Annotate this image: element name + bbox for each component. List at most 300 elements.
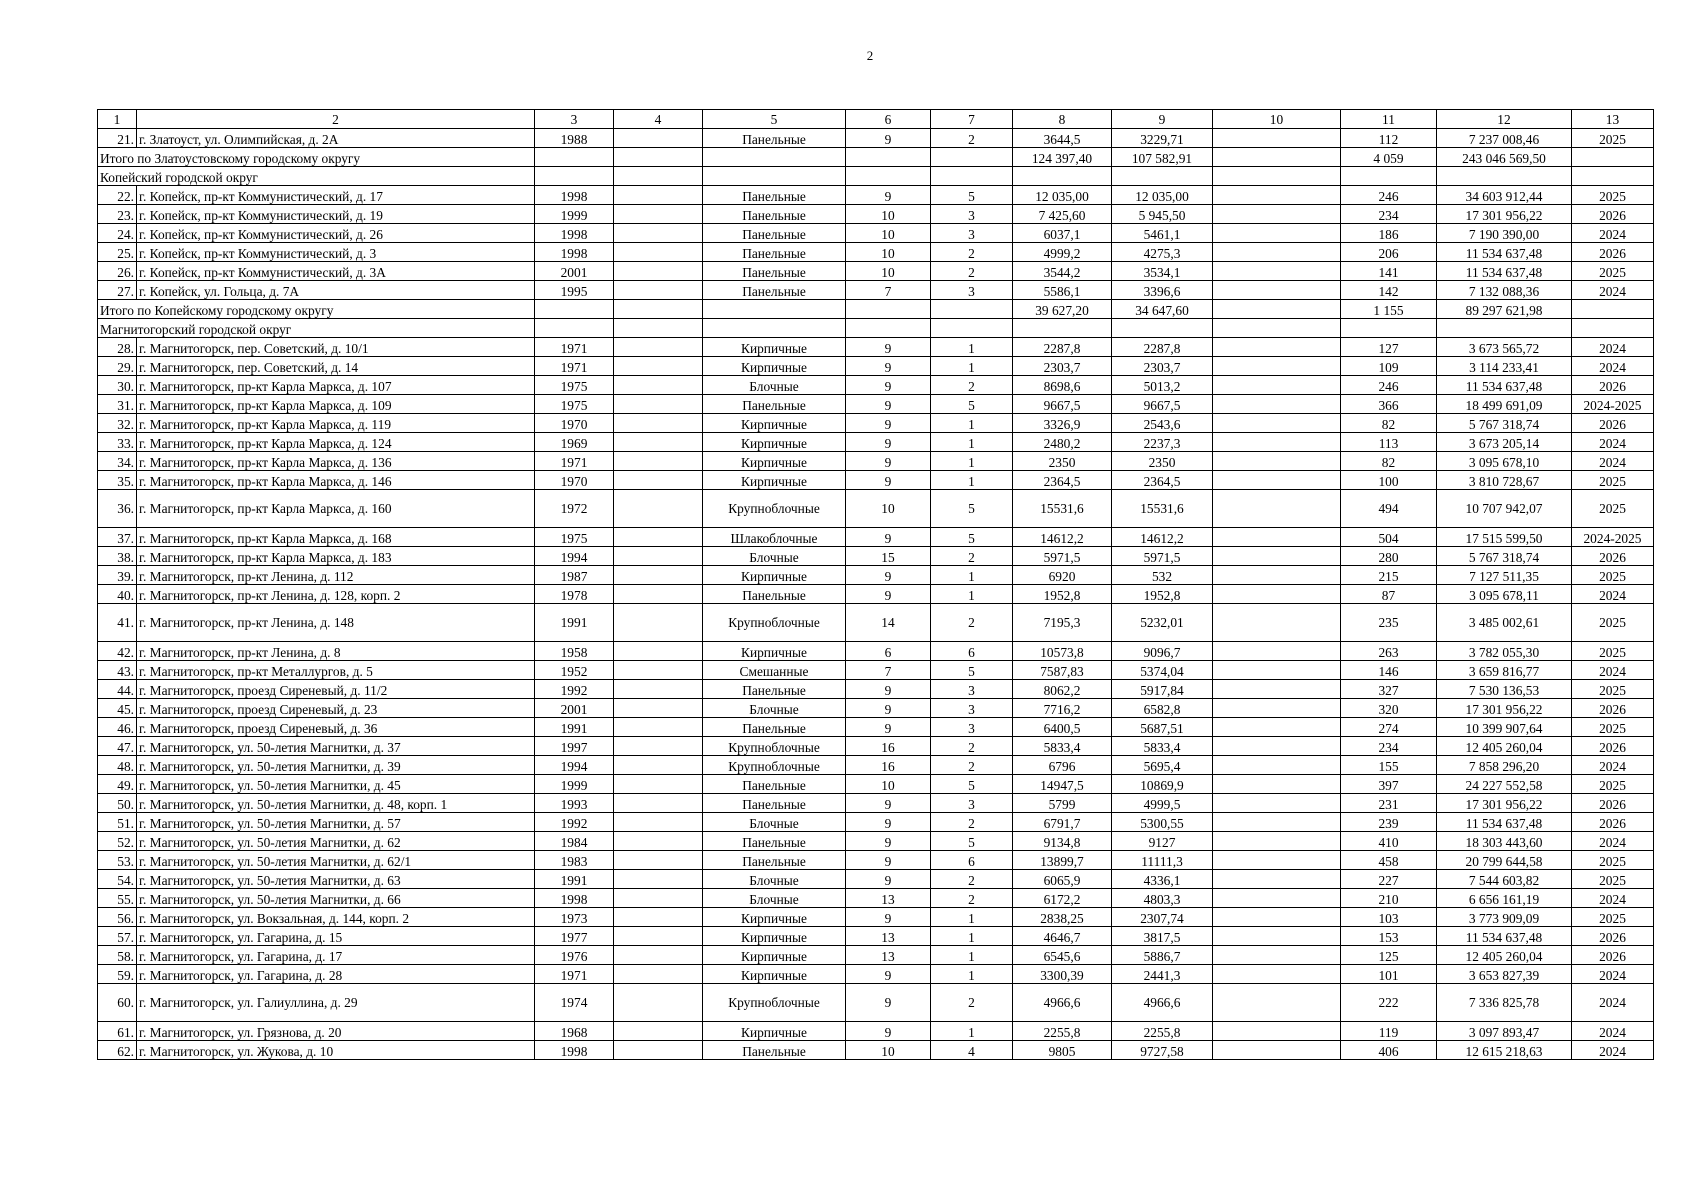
section-empty-cell: [1437, 167, 1572, 186]
repair-period-cell: 2025: [1572, 870, 1654, 889]
column-10-cell: [1213, 414, 1341, 433]
year-cell: 1997: [535, 737, 614, 756]
repair-period-cell: 2024-2025: [1572, 528, 1654, 547]
column-4-cell: [614, 395, 703, 414]
floors-cell: 7: [846, 661, 931, 680]
row-number-cell: 41.: [98, 604, 137, 642]
floors-cell: 9: [846, 338, 931, 357]
entrances-cell: 1: [931, 585, 1013, 604]
year-cell: 1987: [535, 566, 614, 585]
cost-cell: 7 127 511,35: [1437, 566, 1572, 585]
total-area-cell: 2838,25: [1013, 908, 1112, 927]
column-10-cell: [1213, 661, 1341, 680]
repair-period-cell: 2025: [1572, 129, 1654, 148]
residents-cell: 206: [1341, 243, 1437, 262]
column-number-header: 12: [1437, 110, 1572, 129]
cost-cell: 17 301 956,22: [1437, 794, 1572, 813]
total-empty-cell: [846, 148, 931, 167]
year-cell: 1983: [535, 851, 614, 870]
wall-material-cell: Смешанные: [703, 661, 846, 680]
cost-cell: 11 534 637,48: [1437, 376, 1572, 395]
row-number-cell: 35.: [98, 471, 137, 490]
residents-cell: 239: [1341, 813, 1437, 832]
row-number-cell: 46.: [98, 718, 137, 737]
address-cell: г. Магнитогорск, ул. 50-летия Магнитки, д. 39: [137, 756, 535, 775]
entrances-cell: 5: [931, 490, 1013, 528]
total-label: Итого по Златоустовскому городскому округу: [98, 148, 535, 167]
floors-cell: 9: [846, 414, 931, 433]
year-cell: 1991: [535, 718, 614, 737]
entrances-cell: 1: [931, 433, 1013, 452]
column-4-cell: [614, 965, 703, 984]
year-cell: 1971: [535, 965, 614, 984]
column-10-cell: [1213, 680, 1341, 699]
address-cell: г. Златоуст, ул. Олимпийская, д. 2А: [137, 129, 535, 148]
total-area-cell: 15531,6: [1013, 490, 1112, 528]
year-cell: 1993: [535, 794, 614, 813]
address-cell: г. Магнитогорск, ул. 50-летия Магнитки, д. 57: [137, 813, 535, 832]
entrances-cell: 3: [931, 794, 1013, 813]
floors-cell: 10: [846, 1041, 931, 1060]
column-4-cell: [614, 376, 703, 395]
column-10-cell: [1213, 946, 1341, 965]
repair-period-cell: 2026: [1572, 205, 1654, 224]
cost-cell: 17 515 599,50: [1437, 528, 1572, 547]
section-empty-cell: [1013, 167, 1112, 186]
section-empty-cell: [703, 167, 846, 186]
row-number-cell: 44.: [98, 680, 137, 699]
wall-material-cell: Кирпичные: [703, 946, 846, 965]
column-10-cell: [1213, 129, 1341, 148]
row-number-cell: 26.: [98, 262, 137, 281]
living-area-cell: 5461,1: [1112, 224, 1213, 243]
address-cell: г. Магнитогорск, пр-кт Карла Маркса, д. 107: [137, 376, 535, 395]
entrances-cell: 3: [931, 699, 1013, 718]
total-area-cell: 7195,3: [1013, 604, 1112, 642]
section-empty-cell: [1572, 167, 1654, 186]
column-10-cell: [1213, 585, 1341, 604]
table-row: [98, 889, 1654, 908]
residents-cell: 127: [1341, 338, 1437, 357]
column-4-cell: [614, 357, 703, 376]
column-4-cell: [614, 1041, 703, 1060]
section-empty-cell: [1112, 319, 1213, 338]
repair-period-cell: 2024: [1572, 433, 1654, 452]
living-area-cell: 5 945,50: [1112, 205, 1213, 224]
year-cell: 1976: [535, 946, 614, 965]
row-number-cell: 62.: [98, 1041, 137, 1060]
column-4-cell: [614, 566, 703, 585]
table-row: [98, 490, 1654, 528]
living-area-cell: 5695,4: [1112, 756, 1213, 775]
address-cell: г. Магнитогорск, пр-кт Карла Маркса, д. 136: [137, 452, 535, 471]
floors-cell: 9: [846, 832, 931, 851]
column-number-header: 7: [931, 110, 1013, 129]
row-number-cell: 42.: [98, 642, 137, 661]
residents-cell: 142: [1341, 281, 1437, 300]
wall-material-cell: Панельные: [703, 832, 846, 851]
wall-material-cell: Кирпичные: [703, 965, 846, 984]
total-area-cell: 2480,2: [1013, 433, 1112, 452]
year-cell: 2001: [535, 262, 614, 281]
column-10-cell: [1213, 566, 1341, 585]
cost-cell: 11 534 637,48: [1437, 813, 1572, 832]
column-number-header: 6: [846, 110, 931, 129]
floors-cell: 9: [846, 965, 931, 984]
column-4-cell: [614, 680, 703, 699]
table-row: [98, 965, 1654, 984]
row-number-cell: 54.: [98, 870, 137, 889]
section-empty-cell: [614, 319, 703, 338]
column-4-cell: [614, 946, 703, 965]
wall-material-cell: Панельные: [703, 224, 846, 243]
residents-cell: 100: [1341, 471, 1437, 490]
living-area-cell: 6582,8: [1112, 699, 1213, 718]
floors-cell: 9: [846, 794, 931, 813]
total-area-cell: 3544,2: [1013, 262, 1112, 281]
table-row: [98, 338, 1654, 357]
column-10-cell: [1213, 452, 1341, 471]
entrances-cell: 2: [931, 889, 1013, 908]
living-area-cell: 532: [1112, 566, 1213, 585]
row-number-cell: 49.: [98, 775, 137, 794]
column-10-cell: [1213, 870, 1341, 889]
floors-cell: 9: [846, 870, 931, 889]
repair-period-cell: 2024: [1572, 281, 1654, 300]
cost-cell: 18 499 691,09: [1437, 395, 1572, 414]
year-cell: 1971: [535, 452, 614, 471]
repair-period-cell: 2024: [1572, 965, 1654, 984]
cost-cell: 3 114 233,41: [1437, 357, 1572, 376]
cost-cell: 34 603 912,44: [1437, 186, 1572, 205]
total-area-cell: 4999,2: [1013, 243, 1112, 262]
floors-cell: 9: [846, 395, 931, 414]
floors-cell: 13: [846, 889, 931, 908]
column-4-cell: [614, 889, 703, 908]
repair-period-cell: 2026: [1572, 946, 1654, 965]
year-cell: 1998: [535, 243, 614, 262]
residents-cell: 494: [1341, 490, 1437, 528]
entrances-cell: 3: [931, 224, 1013, 243]
repair-period-cell: 2024: [1572, 452, 1654, 471]
year-cell: 1978: [535, 585, 614, 604]
address-cell: г. Копейск, пр-кт Коммунистический, д. 3: [137, 243, 535, 262]
row-number-cell: 30.: [98, 376, 137, 395]
column-10-cell: [1213, 262, 1341, 281]
wall-material-cell: Панельные: [703, 262, 846, 281]
total-area-cell: 6796: [1013, 756, 1112, 775]
table-row: [98, 528, 1654, 547]
entrances-cell: 5: [931, 395, 1013, 414]
repair-period-cell: 2024-2025: [1572, 395, 1654, 414]
address-cell: г. Копейск, пр-кт Коммунистический, д. 17: [137, 186, 535, 205]
row-number-cell: 52.: [98, 832, 137, 851]
wall-material-cell: Панельные: [703, 395, 846, 414]
year-cell: 1975: [535, 395, 614, 414]
living-area-cell: 12 035,00: [1112, 186, 1213, 205]
table-row: [98, 718, 1654, 737]
column-10-cell: [1213, 186, 1341, 205]
wall-material-cell: Панельные: [703, 129, 846, 148]
table-row: [98, 908, 1654, 927]
living-area-cell: 9667,5: [1112, 395, 1213, 414]
column-4-cell: [614, 205, 703, 224]
year-cell: 1998: [535, 186, 614, 205]
cost-sum: 243 046 569,50: [1437, 148, 1572, 167]
repair-period-cell: 2026: [1572, 414, 1654, 433]
total-empty-cell: [535, 300, 614, 319]
living-area-cell: 4275,3: [1112, 243, 1213, 262]
floors-cell: 14: [846, 604, 931, 642]
total-area-cell: 3300,39: [1013, 965, 1112, 984]
address-cell: г. Магнитогорск, пр-кт Ленина, д. 148: [137, 604, 535, 642]
floors-cell: 10: [846, 262, 931, 281]
cost-cell: 7 336 825,78: [1437, 984, 1572, 1022]
entrances-cell: 3: [931, 281, 1013, 300]
entrances-cell: 1: [931, 452, 1013, 471]
wall-material-cell: Панельные: [703, 718, 846, 737]
repair-period-cell: 2025: [1572, 775, 1654, 794]
column-4-cell: [614, 281, 703, 300]
cost-cell: 12 405 260,04: [1437, 737, 1572, 756]
row-number-cell: 59.: [98, 965, 137, 984]
cost-cell: 7 858 296,20: [1437, 756, 1572, 775]
entrances-cell: 2: [931, 243, 1013, 262]
row-number-cell: 28.: [98, 338, 137, 357]
year-cell: 1974: [535, 984, 614, 1022]
column-4-cell: [614, 452, 703, 471]
total-empty-cell: [1213, 148, 1341, 167]
repair-period-cell: 2025: [1572, 851, 1654, 870]
cost-cell: 5 767 318,74: [1437, 414, 1572, 433]
cost-cell: 3 773 909,09: [1437, 908, 1572, 927]
column-4-cell: [614, 129, 703, 148]
year-cell: 1998: [535, 224, 614, 243]
year-cell: 1975: [535, 376, 614, 395]
column-4-cell: [614, 433, 703, 452]
column-4-cell: [614, 585, 703, 604]
year-cell: 1958: [535, 642, 614, 661]
column-10-cell: [1213, 832, 1341, 851]
wall-material-cell: Крупноблочные: [703, 737, 846, 756]
repair-period-cell: 2025: [1572, 680, 1654, 699]
row-number-cell: 45.: [98, 699, 137, 718]
table-row: [98, 680, 1654, 699]
repair-period-cell: 2026: [1572, 927, 1654, 946]
wall-material-cell: Панельные: [703, 775, 846, 794]
column-10-cell: [1213, 205, 1341, 224]
column-4-cell: [614, 243, 703, 262]
repair-period-cell: 2024: [1572, 661, 1654, 680]
table-row: [98, 357, 1654, 376]
page-number: 2: [866, 48, 874, 63]
living-area-cell: 1952,8: [1112, 585, 1213, 604]
repair-period-cell: 2025: [1572, 718, 1654, 737]
entrances-cell: 3: [931, 205, 1013, 224]
column-number-header: 2: [137, 110, 535, 129]
table-row: [98, 471, 1654, 490]
address-cell: г. Магнитогорск, пр-кт Ленина, д. 128, корп. 2: [137, 585, 535, 604]
total-area-cell: 3326,9: [1013, 414, 1112, 433]
living-area-cell: 14612,2: [1112, 528, 1213, 547]
total-area-cell: 8698,6: [1013, 376, 1112, 395]
living-area-cell: 2255,8: [1112, 1022, 1213, 1041]
total-area-cell: 7587,83: [1013, 661, 1112, 680]
column-number-header: 5: [703, 110, 846, 129]
living-area-sum: 107 582,91: [1112, 148, 1213, 167]
table-row: [98, 186, 1654, 205]
section-empty-cell: [535, 167, 614, 186]
entrances-cell: 2: [931, 376, 1013, 395]
table-row: [98, 946, 1654, 965]
repair-period-cell: 2024: [1572, 338, 1654, 357]
entrances-cell: 1: [931, 965, 1013, 984]
year-cell: 1971: [535, 338, 614, 357]
residents-cell: 397: [1341, 775, 1437, 794]
living-area-cell: 2287,8: [1112, 338, 1213, 357]
entrances-cell: 1: [931, 338, 1013, 357]
address-cell: г. Магнитогорск, ул. Вокзальная, д. 144, корп. 2: [137, 908, 535, 927]
cost-cell: 3 782 055,30: [1437, 642, 1572, 661]
total-area-cell: 12 035,00: [1013, 186, 1112, 205]
repair-period-cell: 2026: [1572, 794, 1654, 813]
total-area-cell: 2350: [1013, 452, 1112, 471]
residents-cell: 146: [1341, 661, 1437, 680]
repair-period-cell: 2025: [1572, 566, 1654, 585]
living-area-cell: 3396,6: [1112, 281, 1213, 300]
total-area-cell: 10573,8: [1013, 642, 1112, 661]
wall-material-cell: Крупноблочные: [703, 490, 846, 528]
repair-period-cell: 2026: [1572, 376, 1654, 395]
living-area-cell: 9096,7: [1112, 642, 1213, 661]
repair-period-cell: 2025: [1572, 490, 1654, 528]
total-area-cell: 7 425,60: [1013, 205, 1112, 224]
floors-cell: 9: [846, 585, 931, 604]
year-cell: 1994: [535, 756, 614, 775]
table-row: [98, 1022, 1654, 1041]
address-cell: г. Магнитогорск, ул. 50-летия Магнитки, д. 62: [137, 832, 535, 851]
cost-cell: 20 799 644,58: [1437, 851, 1572, 870]
living-area-cell: 2543,6: [1112, 414, 1213, 433]
column-number-header: 11: [1341, 110, 1437, 129]
address-cell: г. Магнитогорск, ул. 50-летия Магнитки, д. 66: [137, 889, 535, 908]
living-area-cell: 2303,7: [1112, 357, 1213, 376]
table-row: [98, 661, 1654, 680]
living-area-cell: 10869,9: [1112, 775, 1213, 794]
column-4-cell: [614, 794, 703, 813]
section-empty-cell: [1112, 167, 1213, 186]
wall-material-cell: Кирпичные: [703, 471, 846, 490]
year-cell: 1970: [535, 471, 614, 490]
address-cell: г. Копейск, пр-кт Коммунистический, д. 26: [137, 224, 535, 243]
entrances-cell: 1: [931, 414, 1013, 433]
living-area-cell: 4999,5: [1112, 794, 1213, 813]
wall-material-cell: Блочные: [703, 889, 846, 908]
row-number-cell: 36.: [98, 490, 137, 528]
repair-period-cell: 2025: [1572, 908, 1654, 927]
wall-material-cell: Блочные: [703, 813, 846, 832]
address-cell: г. Магнитогорск, пр-кт Карла Маркса, д. 119: [137, 414, 535, 433]
address-cell: г. Магнитогорск, ул. 50-летия Магнитки, д. 62/1: [137, 851, 535, 870]
table-row: [98, 604, 1654, 642]
entrances-cell: 5: [931, 661, 1013, 680]
total-area-cell: 7716,2: [1013, 699, 1112, 718]
column-4-cell: [614, 699, 703, 718]
table-row: [98, 205, 1654, 224]
wall-material-cell: Кирпичные: [703, 452, 846, 471]
living-area-cell: 2307,74: [1112, 908, 1213, 927]
wall-material-cell: Панельные: [703, 281, 846, 300]
residents-cell: 280: [1341, 547, 1437, 566]
cost-cell: 3 485 002,61: [1437, 604, 1572, 642]
column-4-cell: [614, 224, 703, 243]
address-cell: г. Магнитогорск, ул. Гагарина, д. 15: [137, 927, 535, 946]
total-area-cell: 2364,5: [1013, 471, 1112, 490]
address-cell: г. Магнитогорск, ул. 50-летия Магнитки, д. 37: [137, 737, 535, 756]
floors-cell: 9: [846, 1022, 931, 1041]
cost-cell: 3 810 728,67: [1437, 471, 1572, 490]
residents-cell: 234: [1341, 205, 1437, 224]
repair-period-cell: 2025: [1572, 642, 1654, 661]
table-body: [98, 110, 1654, 1060]
cost-cell: 17 301 956,22: [1437, 699, 1572, 718]
wall-material-cell: Панельные: [703, 680, 846, 699]
row-number-cell: 48.: [98, 756, 137, 775]
floors-cell: 13: [846, 927, 931, 946]
entrances-cell: 5: [931, 775, 1013, 794]
section-empty-cell: [1213, 167, 1341, 186]
residents-cell: 210: [1341, 889, 1437, 908]
address-cell: г. Магнитогорск, ул. Жукова, д. 10: [137, 1041, 535, 1060]
residents-cell: 141: [1341, 262, 1437, 281]
table-row: [98, 414, 1654, 433]
column-4-cell: [614, 737, 703, 756]
column-4-cell: [614, 642, 703, 661]
living-area-cell: 2441,3: [1112, 965, 1213, 984]
living-area-cell: 5833,4: [1112, 737, 1213, 756]
section-empty-cell: [1213, 319, 1341, 338]
residents-cell: 113: [1341, 433, 1437, 452]
table-row: [98, 129, 1654, 148]
year-cell: 1972: [535, 490, 614, 528]
row-number-cell: 58.: [98, 946, 137, 965]
total-area-cell: 6400,5: [1013, 718, 1112, 737]
row-number-cell: 23.: [98, 205, 137, 224]
column-4-cell: [614, 471, 703, 490]
row-number-cell: 21.: [98, 129, 137, 148]
repair-period-cell: 2026: [1572, 813, 1654, 832]
residents-cell: 235: [1341, 604, 1437, 642]
entrances-cell: 1: [931, 908, 1013, 927]
row-number-cell: 53.: [98, 851, 137, 870]
year-cell: 1992: [535, 813, 614, 832]
column-10-cell: [1213, 775, 1341, 794]
table-row: [98, 737, 1654, 756]
entrances-cell: 2: [931, 604, 1013, 642]
entrances-cell: 2: [931, 547, 1013, 566]
table-row: [98, 984, 1654, 1022]
column-10-cell: [1213, 927, 1341, 946]
column-10-cell: [1213, 224, 1341, 243]
floors-cell: 9: [846, 129, 931, 148]
floors-cell: 9: [846, 452, 931, 471]
address-cell: г. Копейск, ул. Гольца, д. 7А: [137, 281, 535, 300]
floors-cell: 9: [846, 984, 931, 1022]
column-number-header-row: [98, 110, 1654, 129]
wall-material-cell: Панельные: [703, 243, 846, 262]
year-cell: 1977: [535, 927, 614, 946]
address-cell: г. Магнитогорск, ул. 50-летия Магнитки, д. 48, корп. 1: [137, 794, 535, 813]
